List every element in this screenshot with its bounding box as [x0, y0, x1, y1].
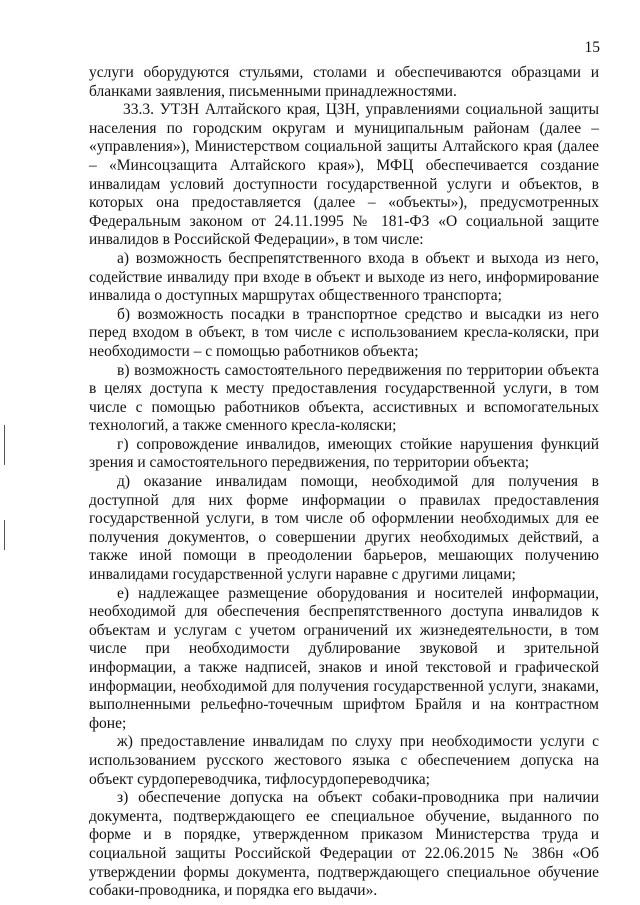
list-item-zh: ж) предоставление инвалидам по слуху при необходимости услуги с использованием русского жестового языка с обеспечением допуска на объект сурдопереводчика, тифлосурдопереводчика;: [89, 733, 599, 788]
list-item-e: е) надлежащее размещение оборудования и носителей информации, необходимой для обеспечения беспрепятственного доступа инвалидов к объектам и услугам с учетом ограничений их жизнедеятельности, в том числе при необходимости дублирование звуковой и зрительной информации, а также надписей, знаков и иной текстовой и графической информации, необходимой для получения государственной услуги, знаками, выполненными рельефно-точечным шрифтом Брайля и на контрастном фоне;: [89, 584, 599, 732]
page-number: 15: [584, 39, 600, 56]
list-item-a: а) возможность беспрепятственного входа в объект и выхода из него, содействие инвалиду при входе в объект и выходе из него, информирование инвалида о доступных маршрутах общественного транспорта;: [89, 249, 599, 305]
list-item-g: г) сопровождение инвалидов, имеющих стойкие нарушения функций зрения и самостоятельного передвижения, по территории объекта;: [89, 435, 599, 472]
scan-edge-mark: [4, 425, 5, 465]
list-item-v: в) возможность самостоятельного передвижения по территории объекта в целях доступа к месту предоставления государственной услуги, в том числе с помощью работников объекта, ассистивных и вспомогательных технологий, а также сменного кресла-коляски;: [89, 361, 599, 435]
list-item-b: б) возможность посадки в транспортное средство и высадки из него перед входом в объект, в том числе с использованием кресла-коляски, при необходимости – с помощью работников объекта;: [89, 305, 599, 360]
paragraph-33-3: 33.3. УТЗН Алтайского края, ЦЗН, управлениями социальной защиты населения по городским округам и муниципальным районам (далее – «управления»), Министерством социальной защиты Алтайского края (далее – «Минсоцзащита Алтайского края»), МФЦ обеспечивается создание инвалидам условий доступности государственной услуги и объектов, в которых она предоставляется (далее – «объекты»), предусмотренных Федеральным законом от 24.11.1995 № 181-ФЗ «О социальной защите инвалидов в Российской Федерации», в том числе:: [89, 101, 599, 249]
paragraph-continuation: услуги оборудуются стульями, столами и обеспечиваются образцами и бланками заявления, письменными принадлежностями.: [89, 64, 599, 100]
document-body: [89, 64, 599, 901]
list-item-z: з) обеспечение допуска на объект собаки-проводника при наличии документа, подтверждающего ее специальное обучение, выданного по форме и в порядке, утвержденном приказом Министерства труда и социальной защиты Российской Федерации от 22.06.2015 № 386н «Об утверждении формы документа, подтверждающего специальное обучение собаки-проводника, и порядка его выдачи».: [89, 789, 599, 900]
list-item-d: д) оказание инвалидам помощи, необходимой для получения в доступной для них форме информации о правилах предоставления государственной услуги, в том числе об оформлении необходимых для ее получения документов, о совершении других необходимых действий, а также иной помощи в преодолении барьеров, мешающих получению инвалидами государственной услуги наравне с другими лицами;: [89, 473, 599, 584]
scan-edge-mark: [4, 520, 5, 550]
